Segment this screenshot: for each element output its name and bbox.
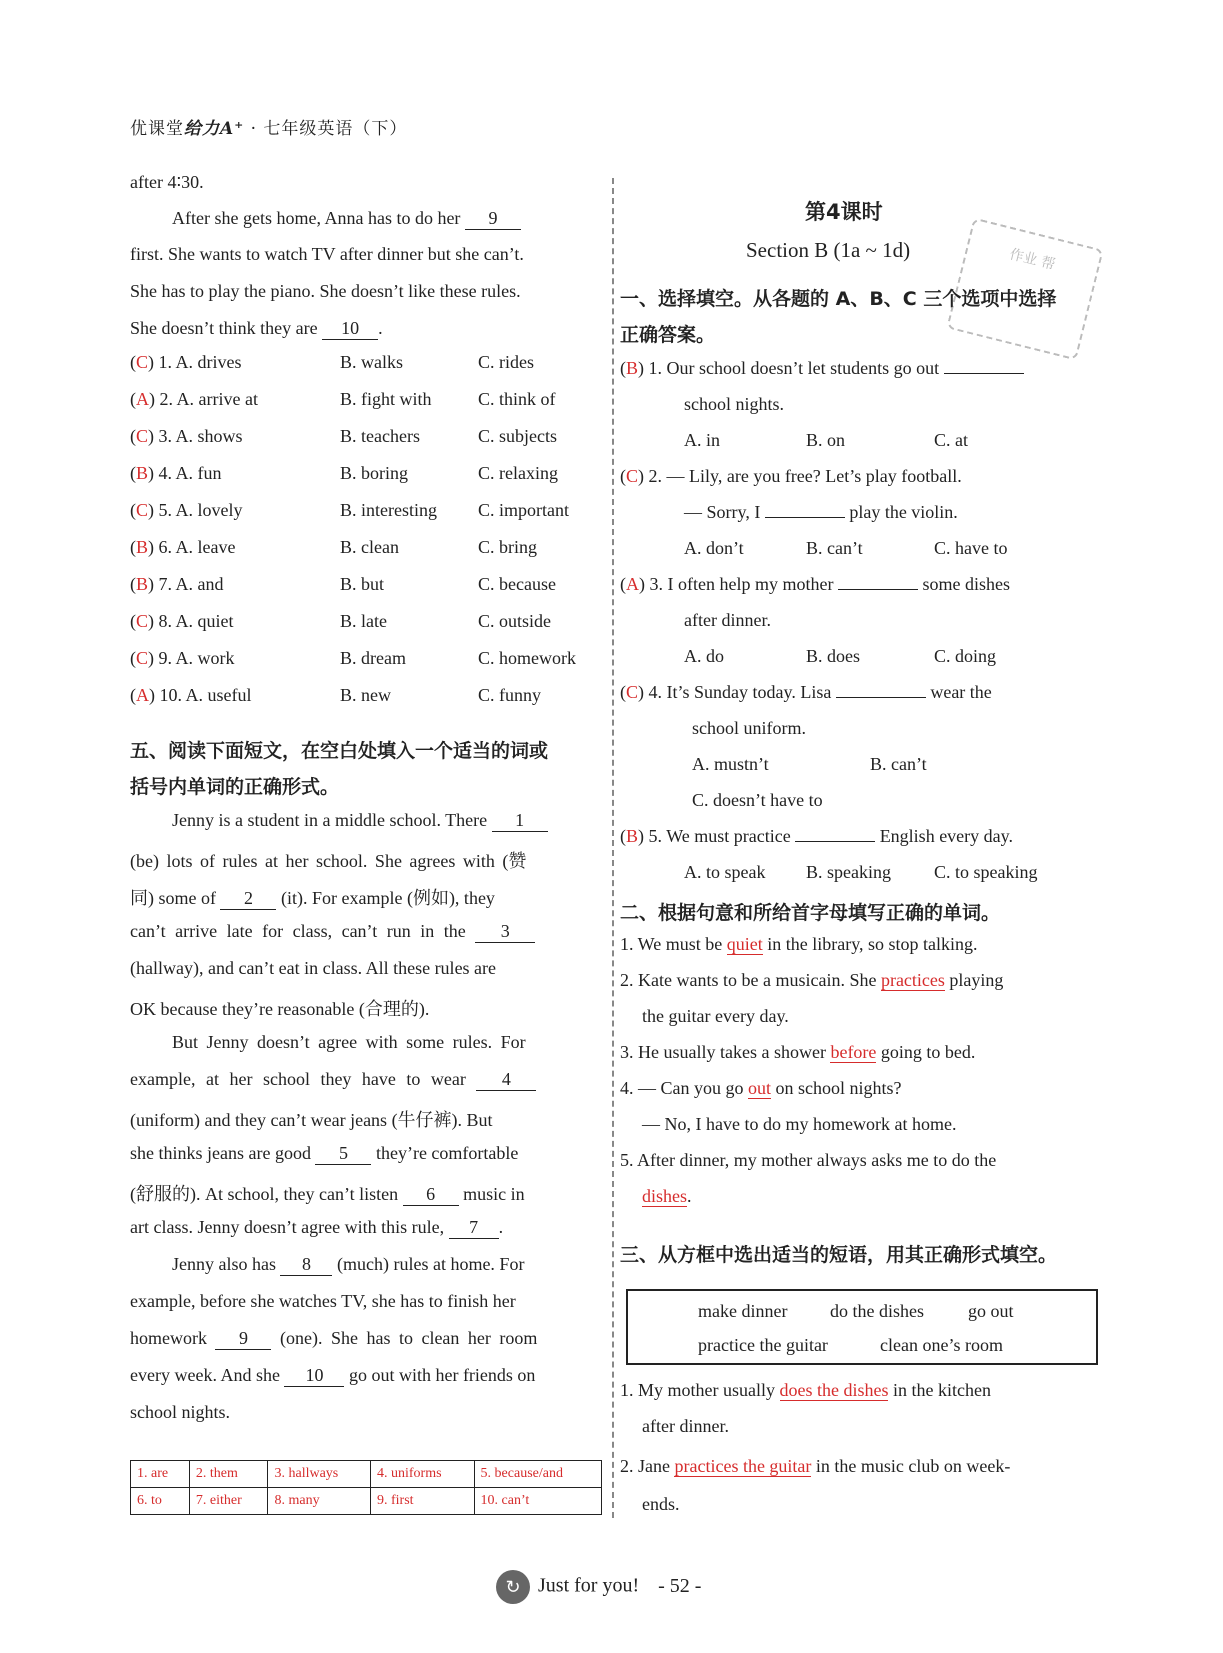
mc-question: (C) 9. A. work — [130, 648, 235, 668]
intro-line: first. She wants to watch TV after dinner but she can’t. — [130, 244, 524, 264]
passage-line: example, before she watches TV, she has to finish her — [130, 1291, 516, 1311]
fill-line: 2. Kate wants to be a musicain. She practices playing — [620, 970, 1004, 990]
section5-title: 括号内单词的正确形式。 — [130, 776, 340, 798]
option: C. at — [934, 430, 968, 450]
question-cont: school uniform. — [692, 718, 806, 738]
mc-question: (A) 10. A. useful — [130, 685, 252, 705]
mc-question: (C) 8. A. quiet — [130, 611, 234, 631]
option: C. outside — [478, 611, 552, 631]
section1-title: 正确答案。 — [620, 324, 716, 346]
answer-cell: 2. them — [189, 1461, 268, 1488]
option: B. can’t — [806, 538, 863, 558]
fill-line: 4. — Can you go out on school nights? — [620, 1078, 902, 1098]
option: B. boring — [340, 463, 409, 483]
option: B. teachers — [340, 426, 420, 446]
mc-question: (A) 2. A. arrive at — [130, 389, 258, 409]
option: C. think of — [478, 389, 556, 409]
option: C. funny — [478, 685, 541, 705]
fill-line: 1. We must be quiet in the library, so stop talking. — [620, 934, 978, 954]
option: A. in — [684, 430, 720, 450]
question-cont: after dinner. — [684, 610, 771, 630]
option: A. don’t — [684, 538, 744, 558]
passage-line: 同) some of 2 (it). For example (例如), they — [130, 888, 495, 908]
fill-line: ends. — [642, 1494, 680, 1514]
answer-key-table — [130, 1460, 602, 1515]
answer-cell: 3. hallways — [268, 1461, 371, 1488]
option: C. to speaking — [934, 862, 1038, 882]
option: C. important — [478, 500, 569, 520]
fill-line: 1. My mother usually does the dishes in the kitchen — [620, 1380, 991, 1400]
option: C. bring — [478, 537, 538, 557]
phrase-box — [626, 1289, 1098, 1365]
section2-title: 二、根据句意和所给首字母填写正确的单词。 — [620, 902, 1001, 924]
option: B. on — [806, 430, 846, 450]
passage-line: OK because they’re reasonable (合理的). — [130, 999, 430, 1019]
phrase: make dinner — [698, 1301, 788, 1321]
phrase: do the dishes — [830, 1301, 924, 1321]
answer-cell: 6. to — [131, 1488, 190, 1515]
fill-line: 5. After dinner, my mother always asks me to do the — [620, 1150, 997, 1170]
section3-title: 三、从方框中选出适当的短语，用其正确形式填空。 — [620, 1244, 1058, 1266]
section5-title: 五、阅读下面短文，在空白处填入一个适当的词或 — [130, 740, 549, 762]
page-number: - 52 - — [658, 1574, 702, 1597]
option: B. clean — [340, 537, 399, 557]
passage-line: But Jenny doesn’t agree with some rules. For — [172, 1032, 526, 1052]
option: B. speaking — [806, 862, 891, 882]
option: A. mustn’t — [692, 754, 769, 774]
intro-line: She doesn’t think they are 10 . — [130, 318, 383, 338]
option: B. dream — [340, 648, 406, 668]
option: B. fight with — [340, 389, 432, 409]
homework-stamp: 作业 帮 — [946, 217, 1104, 360]
passage-line: school nights. — [130, 1402, 231, 1422]
passage-line: every week. And she 10 go out with her friends on — [130, 1365, 536, 1385]
mc-question: (C) 1. A. drives — [130, 352, 242, 372]
question: (C) 2. — Lily, are you free? Let’s play football. — [620, 466, 962, 486]
question-cont: — Sorry, I play the violin. — [684, 502, 958, 522]
option: B. but — [340, 574, 385, 594]
section1-title: 一、选择填空。从各题的 A、B、C 三个选项中选择 — [620, 288, 1057, 310]
passage-line: (uniform) and they can’t wear jeans (牛仔裤). But — [130, 1110, 493, 1130]
fill-line: the guitar every day. — [642, 1006, 789, 1026]
passage-line: she thinks jeans are good 5 they’re comfortable — [130, 1143, 519, 1163]
option: C. doesn’t have to — [692, 790, 823, 810]
option: B. can’t — [870, 754, 927, 774]
brand-name: 优课堂 — [130, 119, 184, 139]
passage-line: (be) lots of rules at her school. She agrees with (赞 — [130, 851, 527, 871]
mc-question: (B) 7. A. and — [130, 574, 224, 594]
option: B. late — [340, 611, 387, 631]
passage-line: example, at her school they have to wear 4 — [130, 1069, 536, 1091]
phrase: go out — [968, 1301, 1014, 1321]
passage-line: homework 9 (one). She has to clean her room — [130, 1328, 538, 1348]
fill-line: 3. He usually takes a shower before going to bed. — [620, 1042, 976, 1062]
option: C. doing — [934, 646, 997, 666]
answer-cell: 9. first — [370, 1488, 474, 1515]
table-row — [131, 1461, 602, 1488]
option: B. new — [340, 685, 391, 705]
option: C. rides — [478, 352, 534, 372]
option: B. does — [806, 646, 860, 666]
answer-cell: 4. uniforms — [370, 1461, 474, 1488]
question: (A) 3. I often help my mother some dishes — [620, 574, 1010, 594]
intro-line: She has to play the piano. She doesn’t like these rules. — [130, 281, 521, 301]
answer-cell: 8. many — [268, 1488, 371, 1515]
phrase: practice the guitar — [698, 1335, 828, 1355]
question: (B) 5. We must practice English every day. — [620, 826, 1013, 846]
fill-line: dishes. — [642, 1186, 692, 1206]
passage-line: art class. Jenny doesn’t agree with this rule, 7 . — [130, 1217, 504, 1237]
passage-line: (hallway), and can’t eat in class. All these rules are — [130, 958, 497, 978]
book-subtitle: · 七年级英语（下） — [250, 119, 408, 139]
question: (B) 1. Our school doesn’t let students go out — [620, 358, 1024, 379]
brand-mark: 给力A⁺ — [184, 119, 245, 139]
option: C. relaxing — [478, 463, 558, 483]
mc-question: (C) 5. A. lovely — [130, 500, 243, 520]
option: C. have to — [934, 538, 1008, 558]
column-divider — [612, 178, 614, 1518]
fill-line: 2. Jane practices the guitar in the music club on week- — [620, 1456, 1011, 1476]
option: C. homework — [478, 648, 576, 668]
mc-question: (B) 4. A. fun — [130, 463, 222, 483]
phrase: clean one’s room — [880, 1335, 1003, 1355]
mc-question: (C) 3. A. shows — [130, 426, 243, 446]
intro-line: after 4∶30. — [130, 172, 204, 192]
option: B. walks — [340, 352, 403, 372]
option: C. subjects — [478, 426, 557, 446]
fill-line: — No, I have to do my homework at home. — [642, 1114, 957, 1134]
answer-cell: 1. are — [131, 1461, 190, 1488]
table-row — [131, 1488, 602, 1515]
passage-line: Jenny is a student in a middle school. There 1 — [172, 810, 548, 832]
mc-question: (B) 6. A. leave — [130, 537, 236, 557]
fill-line: after dinner. — [642, 1416, 729, 1436]
question: (C) 4. It’s Sunday today. Lisa wear the — [620, 682, 992, 702]
question-cont: school nights. — [684, 394, 785, 414]
answer-cell: 10. can’t — [474, 1488, 601, 1515]
option: B. interesting — [340, 500, 437, 520]
option: A. do — [684, 646, 724, 666]
page-footer — [496, 1570, 701, 1604]
footer-slogan: Just for you! — [538, 1574, 640, 1597]
lesson-title: 第4课时 — [805, 200, 883, 224]
logo-icon: ↻ — [496, 1570, 530, 1604]
section-heading: Section B (1a ~ 1d) — [746, 238, 911, 262]
page-header — [130, 114, 407, 139]
option: C. because — [478, 574, 556, 594]
option: A. to speak — [684, 862, 766, 882]
passage-line: (舒服的). At school, they can’t listen 6 music in — [130, 1184, 525, 1204]
passage-line: can’t arrive late for class, can’t run in the 3 — [130, 921, 535, 943]
answer-cell: 5. because/and — [474, 1461, 601, 1488]
answer-cell: 7. either — [189, 1488, 268, 1515]
passage-line: Jenny also has 8 (much) rules at home. For — [172, 1254, 525, 1274]
intro-line: After she gets home, Anna has to do her 9 — [172, 208, 521, 230]
